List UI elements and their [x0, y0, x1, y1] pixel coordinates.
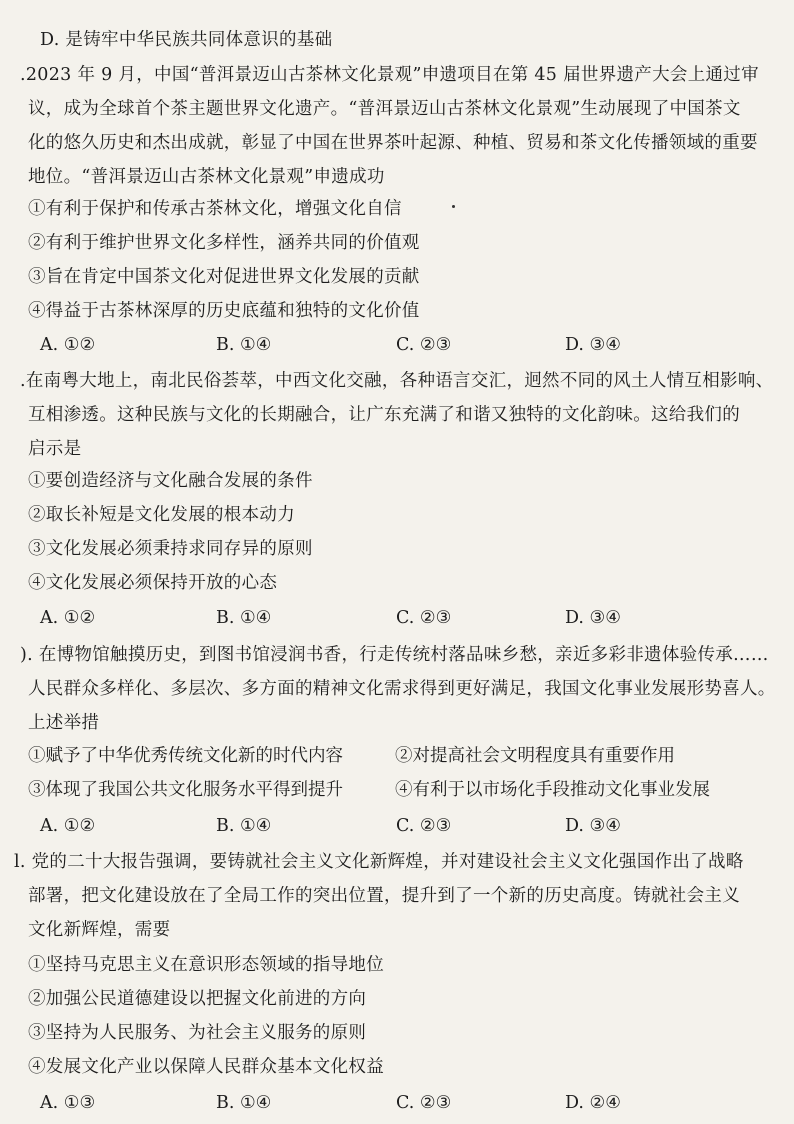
q1-item-4: ④得益于古茶林深厚的历史底蕴和独特的文化价值: [28, 301, 420, 321]
q3-answer-d[interactable]: D. ③④: [565, 816, 621, 836]
q3-stem-line-1: ). 在博物馆触摸历史，到图书馆浸润书香，行走传统村落品味乡愁，亲近多彩非遗体验传承……: [20, 645, 769, 665]
q1-stem-line-4: 地位。“普洱景迈山古茶林文化景观”申遗成功: [28, 167, 385, 187]
q3-item-3: ③体现了我国公共文化服务水平得到提升: [28, 780, 343, 800]
q3-answer-a[interactable]: A. ①②: [40, 816, 96, 836]
q1-stem-line-2: 议，成为全球首个茶主题世界文化遗产。“普洱景迈山古茶林文化景观”生动展现了中国茶文: [28, 99, 741, 119]
q1-answer-row: [40, 333, 740, 357]
q1-answer-c[interactable]: C. ②③: [396, 335, 452, 355]
q4-stem-line-2: 部署，把文化建设放在了全局工作的突出位置，提升到了一个新的历史高度。铸就社会主义: [28, 886, 740, 906]
q4-item-4: ④发展文化产业以保障人民群众基本文化权益: [28, 1057, 384, 1077]
q4-answer-b[interactable]: B. ①④: [216, 1093, 272, 1113]
q0-option-d: D. 是铸牢中华民族共同体意识的基础: [40, 30, 333, 50]
q2-answer-d[interactable]: D. ③④: [565, 608, 621, 628]
q1-answer-a[interactable]: A. ①②: [40, 335, 96, 355]
q4-stem-line-3: 文化新辉煌，需要: [28, 920, 171, 940]
q2-item-4: ④文化发展必须保持开放的心态: [28, 573, 278, 593]
q3-answer-row: [40, 814, 740, 838]
q1-item-3: ③旨在肯定中国茶文化对促进世界文化发展的贡献: [28, 267, 420, 287]
q2-answer-row: [40, 606, 740, 630]
q1-answer-d[interactable]: D. ③④: [565, 335, 621, 355]
q2-stem-line-3: 启示是: [28, 439, 82, 459]
q1-stem-line-1: .2023 年 9 月，中国“普洱景迈山古茶林文化景观”申遗项目在第 45 届世界遗产大会上通过审: [20, 65, 759, 85]
q4-answer-row: [40, 1091, 740, 1115]
q3-item-1: ①赋予了中华优秀传统文化新的时代内容: [28, 746, 343, 766]
q4-answer-c[interactable]: C. ②③: [396, 1093, 452, 1113]
q1-stem-line-3: 化的悠久历史和杰出成就，彰显了中国在世界茶叶起源、种植、贸易和茶文化传播领域的重要: [28, 133, 758, 153]
q1-item-1: ①有利于保护和传承古茶林文化，增强文化自信: [28, 199, 402, 219]
q2-item-3: ③文化发展必须秉持求同存异的原则: [28, 539, 313, 559]
q2-item-2: ②取长补短是文化发展的根本动力: [28, 505, 295, 525]
q2-answer-b[interactable]: B. ①④: [216, 608, 272, 628]
q2-stem-line-2: 互相渗透。这种民族与文化的长期融合，让广东充满了和谐又独特的文化韵味。这给我们的: [28, 405, 740, 425]
q3-item-4: ④有利于以市场化手段推动文化事业发展: [395, 780, 710, 800]
q2-answer-c[interactable]: C. ②③: [396, 608, 452, 628]
q4-answer-a[interactable]: A. ①③: [40, 1093, 96, 1113]
q1-item-2: ②有利于维护世界文化多样性，涵养共同的价值观: [28, 233, 420, 253]
q2-stem-line-1: .在南粤大地上，南北民俗荟萃，中西文化交融，各种语言交汇，迥然不同的风土人情互相影响、: [20, 371, 774, 391]
q1-answer-b[interactable]: B. ①④: [216, 335, 272, 355]
q3-answer-c[interactable]: C. ②③: [396, 816, 452, 836]
q4-item-2: ②加强公民道德建设以把握文化前进的方向: [28, 989, 367, 1009]
q3-item-2: ②对提高社会文明程度具有重要作用: [395, 746, 675, 766]
q4-item-1: ①坚持马克思主义在意识形态领域的指导地位: [28, 955, 384, 975]
q4-answer-d[interactable]: D. ②④: [565, 1093, 621, 1113]
q3-stem-line-2: 人民群众多样化、多层次、多方面的精神文化需求得到更好满足，我国文化事业发展形势喜人。: [28, 679, 776, 699]
q4-item-3: ③坚持为人民服务、为社会主义服务的原则: [28, 1023, 367, 1043]
q3-stem-line-3: 上述举措: [28, 713, 100, 733]
q2-item-1: ①要创造经济与文化融合发展的条件: [28, 471, 313, 491]
q2-answer-a[interactable]: A. ①②: [40, 608, 96, 628]
q4-stem-line-1: l. 党的二十大报告强调，要铸就社会主义文化新辉煌，并对建设社会主义文化强国作出了战略: [14, 852, 744, 872]
scan-speck: [452, 205, 455, 208]
q3-answer-b[interactable]: B. ①④: [216, 816, 272, 836]
